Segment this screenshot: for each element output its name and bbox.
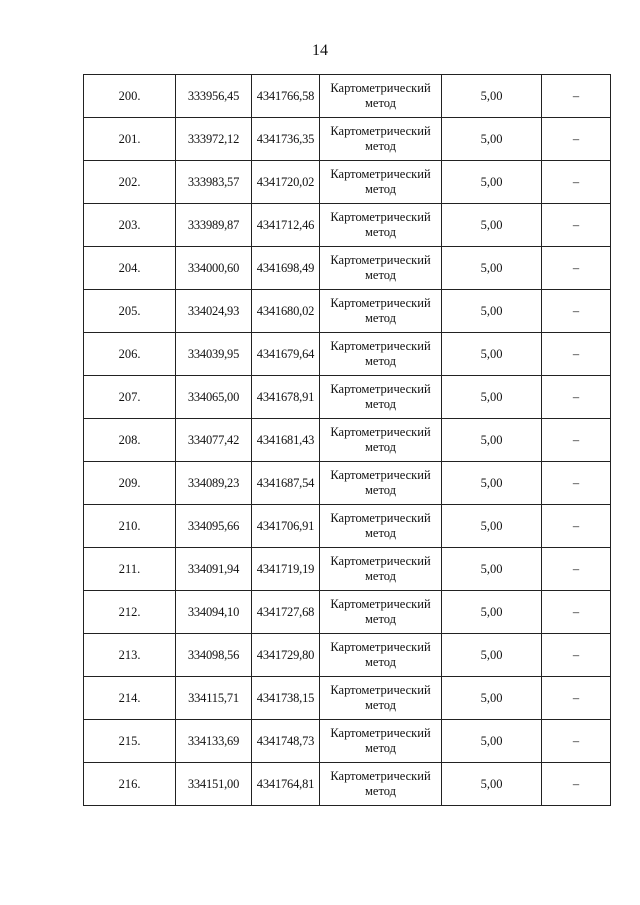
- point-number-cell: 211.: [84, 548, 176, 591]
- x-coordinate-cell: 334089,23: [176, 462, 252, 505]
- y-coordinate-cell: 4341706,91: [252, 505, 320, 548]
- method-cell: [320, 505, 442, 548]
- method-text: метод: [364, 139, 396, 153]
- method-text: Картометрический: [330, 597, 431, 611]
- table-row: [84, 333, 611, 376]
- x-coordinate-cell: 334024,93: [176, 290, 252, 333]
- x-coordinate-cell: 334095,66: [176, 505, 252, 548]
- precision-cell: 5,00: [442, 204, 542, 247]
- precision-cell: 5,00: [442, 763, 542, 806]
- method-text: Картометрический: [330, 382, 431, 396]
- y-coordinate-cell: 4341687,54: [252, 462, 320, 505]
- method-text: метод: [364, 397, 396, 411]
- x-coordinate-cell: 333989,87: [176, 204, 252, 247]
- method-text: метод: [364, 311, 396, 325]
- method-cell: [320, 763, 442, 806]
- point-number-cell: 202.: [84, 161, 176, 204]
- y-coordinate-cell: 4341748,73: [252, 720, 320, 763]
- method-cell: [320, 204, 442, 247]
- point-number-cell: 210.: [84, 505, 176, 548]
- precision-cell: 5,00: [442, 161, 542, 204]
- point-number-cell: 203.: [84, 204, 176, 247]
- point-number-cell: 213.: [84, 634, 176, 677]
- method-text: Картометрический: [330, 425, 431, 439]
- table-row: [84, 462, 611, 505]
- precision-cell: 5,00: [442, 247, 542, 290]
- precision-cell: 5,00: [442, 634, 542, 677]
- point-number-cell: 212.: [84, 591, 176, 634]
- table-row: [84, 763, 611, 806]
- method-text: Картометрический: [330, 167, 431, 181]
- note-cell: –: [542, 591, 611, 634]
- precision-cell: 5,00: [442, 677, 542, 720]
- point-number-cell: 206.: [84, 333, 176, 376]
- method-cell: [320, 376, 442, 419]
- y-coordinate-cell: 4341712,46: [252, 204, 320, 247]
- table-row: [84, 677, 611, 720]
- method-text: Картометрический: [330, 511, 431, 525]
- method-text: Картометрический: [330, 253, 431, 267]
- precision-cell: 5,00: [442, 548, 542, 591]
- precision-cell: 5,00: [442, 290, 542, 333]
- note-cell: –: [542, 720, 611, 763]
- method-text: Картометрический: [330, 726, 431, 740]
- note-cell: –: [542, 548, 611, 591]
- point-number-cell: 205.: [84, 290, 176, 333]
- precision-cell: 5,00: [442, 462, 542, 505]
- note-cell: –: [542, 634, 611, 677]
- method-text: метод: [364, 354, 396, 368]
- point-number-cell: 207.: [84, 376, 176, 419]
- precision-cell: 5,00: [442, 75, 542, 118]
- y-coordinate-cell: 4341680,02: [252, 290, 320, 333]
- method-text: Картометрический: [330, 554, 431, 568]
- x-coordinate-cell: 334065,00: [176, 376, 252, 419]
- method-text: метод: [364, 698, 396, 712]
- method-text: Картометрический: [330, 640, 431, 654]
- table-row: [84, 118, 611, 161]
- x-coordinate-cell: 334000,60: [176, 247, 252, 290]
- precision-cell: 5,00: [442, 720, 542, 763]
- method-cell: [320, 419, 442, 462]
- point-number-cell: 204.: [84, 247, 176, 290]
- y-coordinate-cell: 4341698,49: [252, 247, 320, 290]
- table-row: [84, 720, 611, 763]
- table-row: [84, 161, 611, 204]
- method-cell: [320, 548, 442, 591]
- x-coordinate-cell: 334039,95: [176, 333, 252, 376]
- table-row: [84, 247, 611, 290]
- method-cell: [320, 247, 442, 290]
- note-cell: –: [542, 376, 611, 419]
- page-number: 14: [312, 42, 328, 59]
- method-cell: [320, 677, 442, 720]
- x-coordinate-cell: 333972,12: [176, 118, 252, 161]
- x-coordinate-cell: 334091,94: [176, 548, 252, 591]
- x-coordinate-cell: 334077,42: [176, 419, 252, 462]
- table-row: [84, 505, 611, 548]
- method-cell: [320, 634, 442, 677]
- table-row: [84, 591, 611, 634]
- precision-cell: 5,00: [442, 118, 542, 161]
- method-cell: [320, 290, 442, 333]
- y-coordinate-cell: 4341719,19: [252, 548, 320, 591]
- method-text: Картометрический: [330, 210, 431, 224]
- precision-cell: 5,00: [442, 505, 542, 548]
- y-coordinate-cell: 4341736,35: [252, 118, 320, 161]
- method-text: Картометрический: [330, 296, 431, 310]
- x-coordinate-cell: 333956,45: [176, 75, 252, 118]
- method-text: метод: [364, 569, 396, 583]
- precision-cell: 5,00: [442, 333, 542, 376]
- method-cell: [320, 720, 442, 763]
- table-row: [84, 204, 611, 247]
- method-text: Картометрический: [330, 683, 431, 697]
- point-number-cell: 200.: [84, 75, 176, 118]
- note-cell: –: [542, 204, 611, 247]
- y-coordinate-cell: 4341681,43: [252, 419, 320, 462]
- precision-cell: 5,00: [442, 591, 542, 634]
- method-cell: [320, 333, 442, 376]
- coordinates-table: [83, 74, 611, 806]
- note-cell: –: [542, 677, 611, 720]
- y-coordinate-cell: 4341729,80: [252, 634, 320, 677]
- precision-cell: 5,00: [442, 419, 542, 462]
- method-text: метод: [364, 612, 396, 626]
- table-row: [84, 290, 611, 333]
- method-text: Картометрический: [330, 769, 431, 783]
- method-text: Картометрический: [330, 124, 431, 138]
- method-cell: [320, 161, 442, 204]
- method-text: Картометрический: [330, 468, 431, 482]
- note-cell: –: [542, 118, 611, 161]
- method-cell: [320, 591, 442, 634]
- x-coordinate-cell: 334151,00: [176, 763, 252, 806]
- method-text: метод: [364, 655, 396, 669]
- y-coordinate-cell: 4341678,91: [252, 376, 320, 419]
- note-cell: –: [542, 247, 611, 290]
- method-cell: [320, 118, 442, 161]
- table-row: [84, 419, 611, 462]
- method-cell: [320, 75, 442, 118]
- x-coordinate-cell: 333983,57: [176, 161, 252, 204]
- x-coordinate-cell: 334115,71: [176, 677, 252, 720]
- method-text: метод: [364, 225, 396, 239]
- method-text: Картометрический: [330, 339, 431, 353]
- note-cell: –: [542, 505, 611, 548]
- method-cell: [320, 462, 442, 505]
- table-row: [84, 634, 611, 677]
- note-cell: –: [542, 161, 611, 204]
- precision-cell: 5,00: [442, 376, 542, 419]
- method-text: метод: [364, 440, 396, 454]
- method-text: метод: [364, 96, 396, 110]
- y-coordinate-cell: 4341727,68: [252, 591, 320, 634]
- method-text: метод: [364, 526, 396, 540]
- point-number-cell: 216.: [84, 763, 176, 806]
- y-coordinate-cell: 4341766,58: [252, 75, 320, 118]
- y-coordinate-cell: 4341720,02: [252, 161, 320, 204]
- point-number-cell: 214.: [84, 677, 176, 720]
- point-number-cell: 209.: [84, 462, 176, 505]
- point-number-cell: 208.: [84, 419, 176, 462]
- note-cell: –: [542, 419, 611, 462]
- y-coordinate-cell: 4341679,64: [252, 333, 320, 376]
- table-row: [84, 75, 611, 118]
- y-coordinate-cell: 4341738,15: [252, 677, 320, 720]
- point-number-cell: 201.: [84, 118, 176, 161]
- method-text: метод: [364, 483, 396, 497]
- table-body: [84, 75, 611, 806]
- table-row: [84, 548, 611, 591]
- table-row: [84, 376, 611, 419]
- x-coordinate-cell: 334094,10: [176, 591, 252, 634]
- method-text: Картометрический: [330, 81, 431, 95]
- method-text: метод: [364, 182, 396, 196]
- note-cell: –: [542, 462, 611, 505]
- note-cell: –: [542, 290, 611, 333]
- y-coordinate-cell: 4341764,81: [252, 763, 320, 806]
- x-coordinate-cell: 334133,69: [176, 720, 252, 763]
- point-number-cell: 215.: [84, 720, 176, 763]
- x-coordinate-cell: 334098,56: [176, 634, 252, 677]
- note-cell: –: [542, 333, 611, 376]
- note-cell: –: [542, 75, 611, 118]
- method-text: метод: [364, 784, 396, 798]
- method-text: метод: [364, 268, 396, 282]
- note-cell: –: [542, 763, 611, 806]
- method-text: метод: [364, 741, 396, 755]
